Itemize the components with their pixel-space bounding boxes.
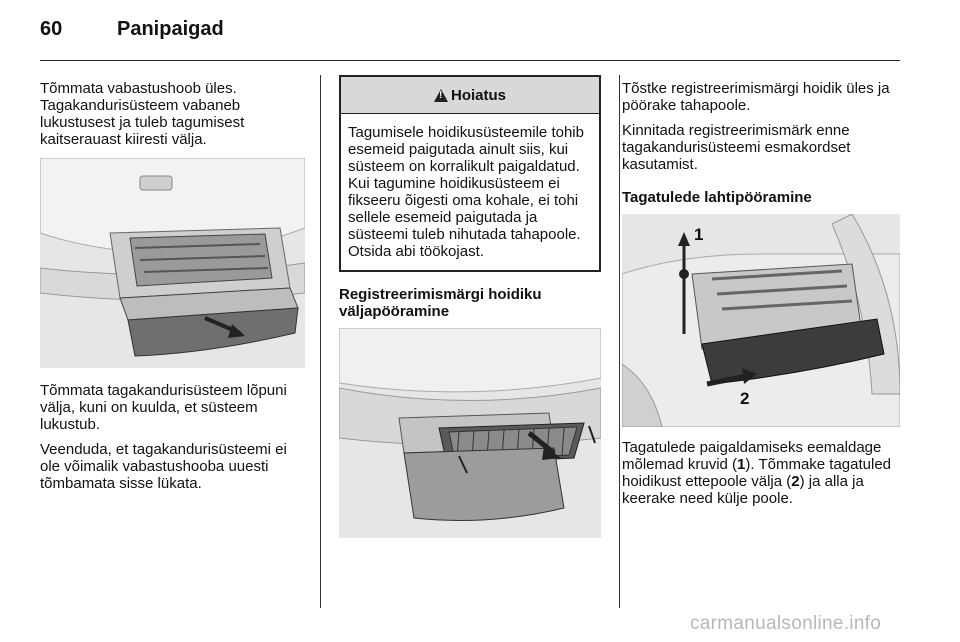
- column-3: [622, 80, 902, 515]
- warning-box: [339, 75, 601, 272]
- callout-1: 1: [694, 225, 704, 244]
- paragraph-release-lever: Tõmmata vabastushoob üles. Tagakandurisüsteem vabaneb lukustusest ja tuleb tagumisest kaitserauast kiiresti välja.: [40, 80, 245, 148]
- paragraph-verify-lock: Veenduda, et tagakandurisüsteemi ei ole võimalik vabastushooba uuesti tõmbamata sisse lükata.: [40, 441, 287, 492]
- callout-2: 2: [740, 389, 750, 408]
- page-number: 60: [40, 18, 63, 40]
- illustration-carrier-pull-out: [40, 158, 305, 368]
- paragraph-pull-out: Tõmmata tagakandurisüsteem lõpuni välja, kuni on kuulda, et süsteem lukustub.: [40, 382, 287, 433]
- column-2: [339, 75, 601, 538]
- illustration-taillights: [622, 214, 900, 427]
- paragraph-remove-taillights: Tagatulede paigaldamiseks eemaldage mõlemad kruvid (1). Tõmmake tagatuled hoidikust ettepoole välja (2) ja alla ja keerake need külje poole.: [622, 439, 892, 507]
- paragraph-attach-plate: Kinnitada registreerimismärk enne tagakandurisüsteemi esmakordset kasutamist.: [622, 122, 851, 173]
- column-1: [40, 80, 305, 500]
- header-divider: [40, 60, 900, 61]
- warning-title: Hoiatus: [450, 86, 506, 104]
- warning-header: [341, 77, 599, 114]
- column-divider-1: [320, 75, 321, 608]
- illustration-plate-holder: [339, 328, 601, 538]
- watermark: carmanualsonline.info: [690, 613, 882, 634]
- warning-text: Tagumisele hoidikusüsteemile tohib esemeid paigutada ainult siis, kui süsteem on korralikult paigaldatud. Kui tagumine hoidikusüsteem ei fikseeru õigesti oma kohale, ei tohi sellele esemeid paigutada ja süsteemi tuleb nihutada tahapoole. Otsida abi töökojast.: [348, 124, 584, 260]
- page-title: Panipaigad: [117, 18, 224, 40]
- paragraph-lift-holder: Tõstke registreerimismärgi hoidik üles ja pöörake tahapoole.: [622, 80, 890, 114]
- section-heading-taillights: Tagatulede lahtipööramine: [622, 189, 812, 206]
- warning-triangle-icon: !: [434, 89, 448, 102]
- column-divider-2: [619, 75, 620, 608]
- section-heading-plate-holder: Registreerimismärgi hoidiku väljapööramine: [339, 286, 542, 320]
